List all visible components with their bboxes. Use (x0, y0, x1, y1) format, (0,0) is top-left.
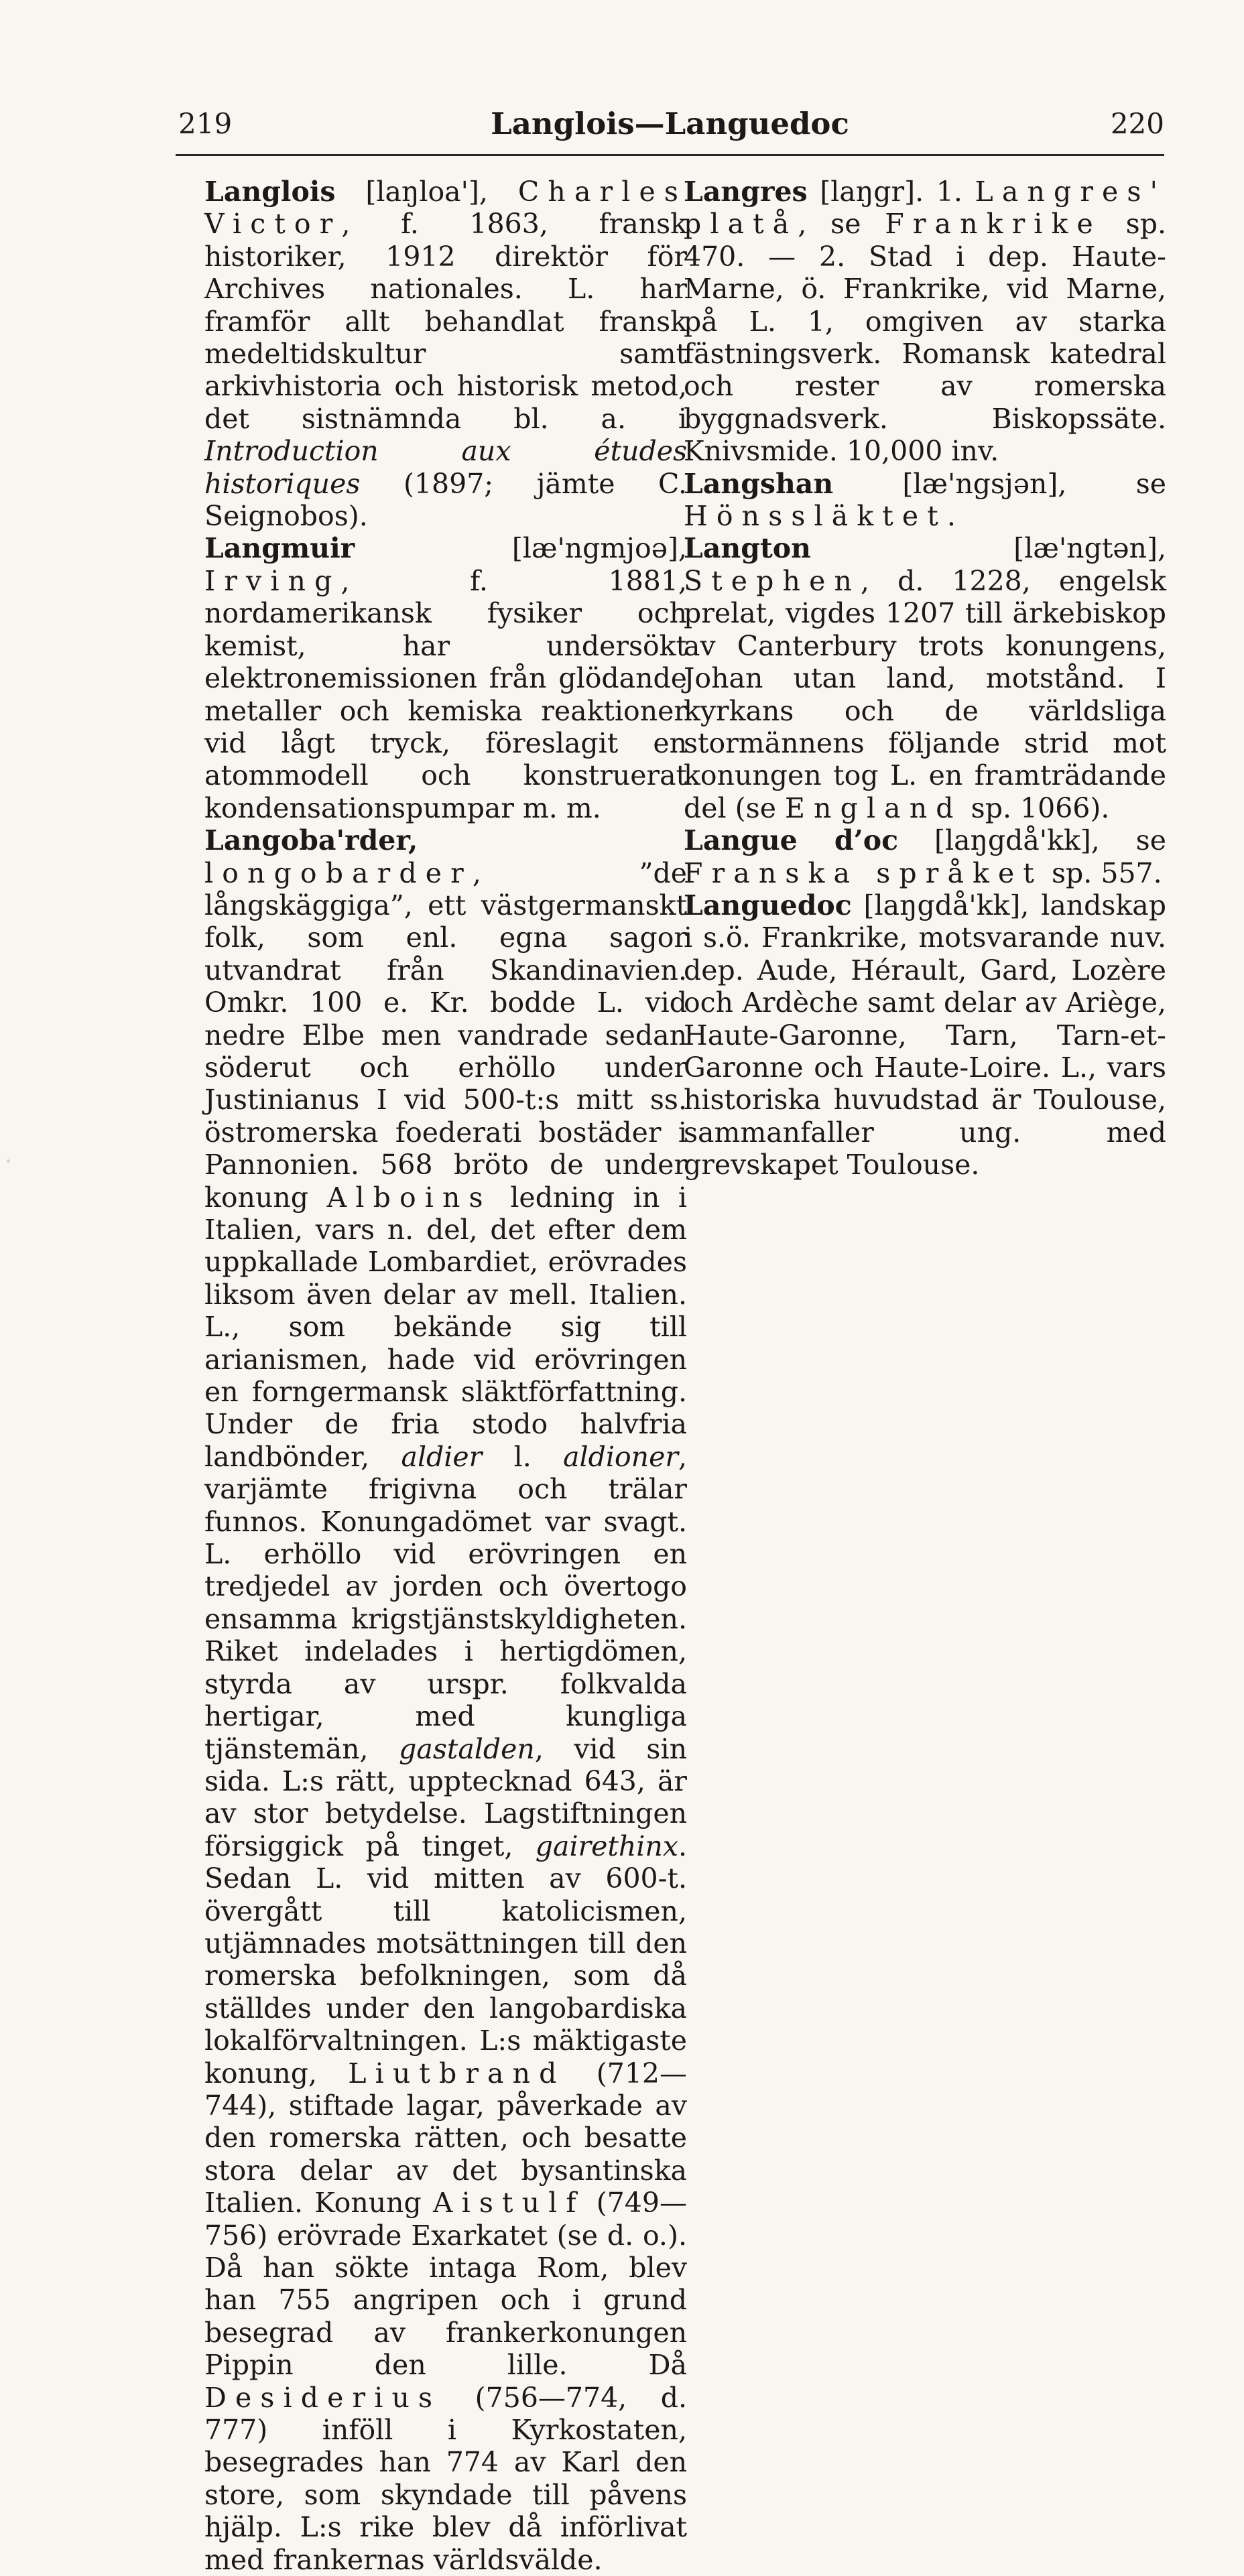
cross-reference: Hönssläktet (684, 500, 947, 533)
cross-reference: Langres' platå (684, 176, 1166, 241)
page-title: Langlois—Languedoc (491, 106, 849, 141)
headword: Langoba'rder, (204, 824, 418, 857)
entry-langobarder: Langoba'rder, longobarder, ”de långskäggiga”, ett västgermanskt folk, som enl. egna sagor utvandrat från Skandinavien. Omkr. 100 e. Kr. bodde L. vid nedre Elbe men vandrade sedan söderut och erhöllo under Justinianus I vid 500-t:s mitt ss. östromerska foederati bostäder i Pannonien. 568 bröto de under konung Alboins ledning in i Italien, vars n. del, det efter dem uppkallade Lombardiet, erövrades liksom även delar av mell. Italien. L., som bekände sig till arianismen, hade vid erövringen en forngermansk släktförfattning. Under de fria stodo halvfria landbönder, aldier l. aldioner, varjämte frigivna och trälar funnos. Konungadömet var svagt. L. erhöllo vid erövringen en tredjedel av jorden och övertogo ensamma krigstjänstskyldigheten. Riket indelades i hertigdömen, styrda av urspr. folkvalda hertigar, med kungliga tjänstemän, gastalden, vid sin sida. L:s rätt, upptecknad 643, är av stor betydelse. Lagstiftningen försiggick på tinget, gairethinx. Sedan L. vid mitten av 600-t. övergått till katolicismen, utjämnades motsättningen till den romerska befolkningen, som då ställdes under den langobardiska lokalförvaltningen. L:s mäktigaste konung, Liutbrand (712—744), stiftade lagar, påverkade av den romerska rätten, och besatte stora delar av det bysantinska Italien. Konung Aistulf (749—756) erövrade Exarkatet (se d. o.). Då han sökte intaga Rom, blev han 755 angripen och i grund besegrad av frankerkonungen Pippin den lille. Då Desiderius (756—774, d. 777) inföll i Kyrkostaten, besegrades han 774 av Karl den store, som skyndade till påvens hjälp. L:s rike blev då införlivat med frankernas världsvälde. (204, 824, 687, 2576)
person-name: Stephen (684, 564, 861, 597)
entry-langton: Langton [læ'ngtən], Stephen, d. 1228, engelsk prelat, vigdes 1207 till ärkebiskop av Canterbury trots konungens, Johan utan land, motstånd. I kyrkans och de världsliga stormännens följande strid mot konungen tog L. en framträdande del (se England sp. 1066). (684, 532, 1166, 824)
person-name: Aistulf (432, 2187, 585, 2219)
person-name: Liutbrand (348, 2057, 566, 2089)
headword: Langlois (204, 176, 336, 208)
person-name: Irving (204, 564, 341, 597)
work-title: Introduction aux études historiques (204, 435, 687, 500)
entry-langlois: Langlois [laŋloa'], Charles Victor, f. 1863, fransk historiker, 1912 direktör för Archives nationales. L. har framför allt behandlat fransk medeltidskultur samt arkivhistoria och historisk metod, det sistnämnda bl. a. i Introduction aux études historiques (1897; jämte C. Seignobos). (204, 176, 687, 533)
spaced-term: longobarder (204, 856, 473, 889)
page-speck (7, 1159, 10, 1163)
headword: Langres (684, 176, 808, 208)
person-name: Desiderius (204, 2381, 442, 2414)
headword: Languedoc (684, 889, 852, 921)
cross-reference: England (785, 791, 962, 824)
entry-langshan: Langshan [læ'ngsjən], se Hönssläktet. (684, 467, 1166, 533)
entry-langres: Langres [laŋgr]. 1. Langres' platå, se Frankrike sp. 470. — 2. Stad i dep. Haute-Marne, ö. Frankrike, vid Marne, på L. 1, omgiven av starka fästningsverk. Romansk katedral och rester av romerska byggnadsverk. Biskopssäte. Knivsmide. 10,000 inv. (684, 176, 1166, 468)
entry-langue-doc: Langue d’oc [laŋgdå'kk], se Franska språket sp. 557. (684, 824, 1166, 889)
entry-languedoc: Languedoc [laŋgdå'kk], landskap i s.ö. Frankrike, motsvarande nuv. dep. Aude, Hérault, Gard, Lozère och Ardèche samt delar av Ariège, Haute-Garonne, Tarn, Tarn-et-Garonne och Haute-Loire. L., vars historiska huvudstad är Toulouse, sammanfaller ung. med grevskapet Toulouse. (684, 889, 1166, 1181)
italic-term: aldioner (563, 1440, 678, 1473)
entry-langmuir: Langmuir [læ'ngmjoə], Irving, f. 1881, nordamerikansk fysiker och kemist, har undersökt elektronemissionen från glödande metaller och kemiska reaktioner vid lågt tryck, föreslagit en atommodell och konstruerat kondensationspumpar m. m. (204, 532, 687, 824)
cross-reference: Frankrike (885, 208, 1102, 241)
italic-term: gairethinx (535, 1829, 678, 1862)
person-name: Charles Victor (204, 176, 687, 241)
headword: Langshan (684, 467, 834, 500)
headword: Langton (684, 532, 811, 565)
page-number-right: 220 (1110, 107, 1164, 140)
person-name: Alboins (326, 1181, 492, 1214)
headword: Langue d’oc (684, 824, 899, 857)
column-right (684, 176, 1166, 1181)
column-left (204, 176, 687, 2576)
italic-term: gastalden (399, 1732, 535, 1765)
cross-reference: Franska språket (684, 856, 1043, 889)
italic-term: aldier (401, 1440, 483, 1473)
header-rule (176, 154, 1164, 156)
headword: Langmuir (204, 532, 355, 565)
page-header (176, 101, 1164, 141)
page-number-left: 219 (178, 107, 233, 140)
